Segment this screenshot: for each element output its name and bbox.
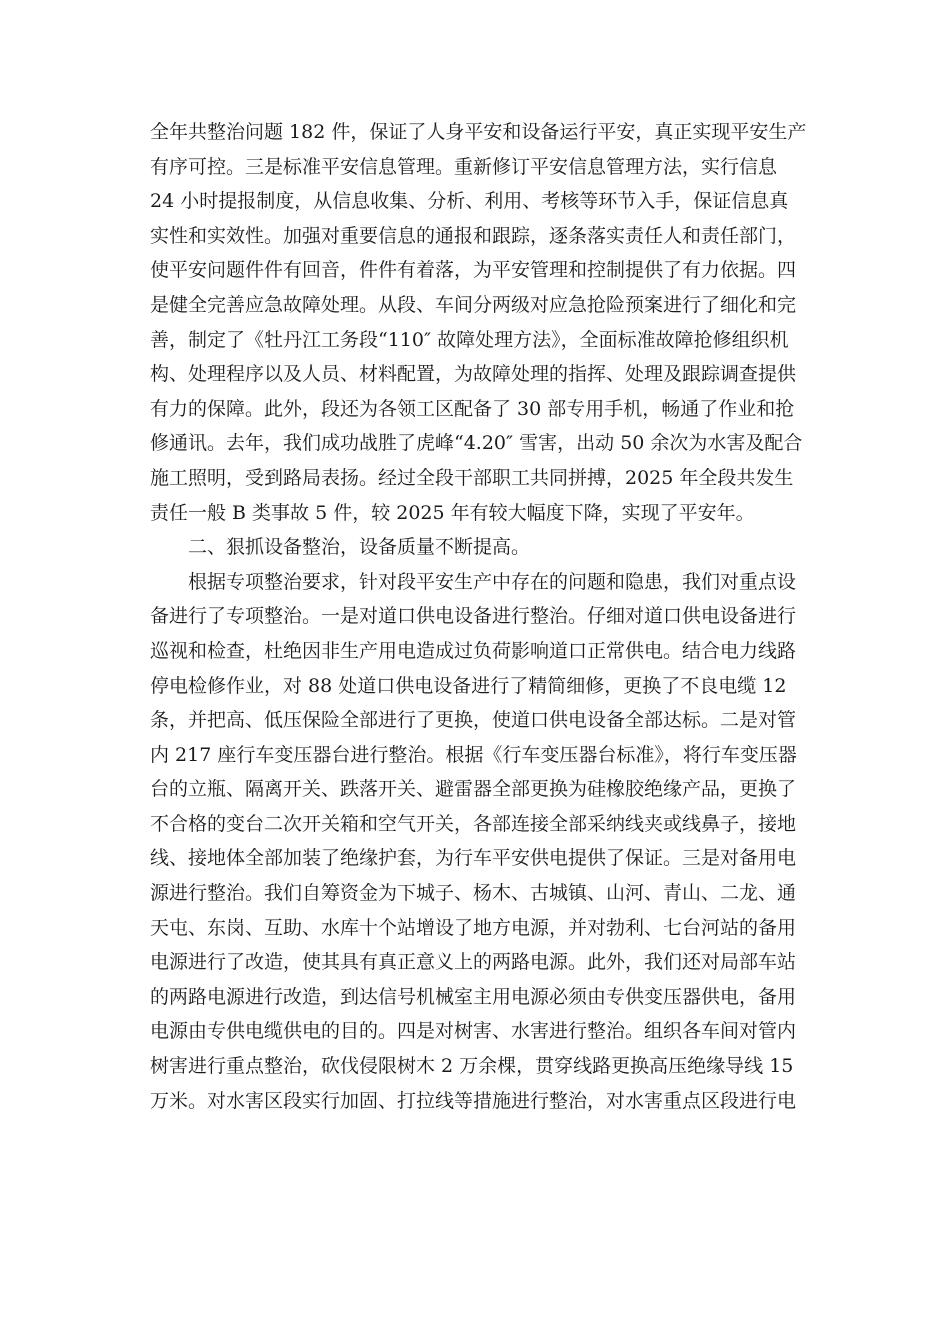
text-line: 施工照明，受到路局表扬。经过全段干部职工共同拼搏，2025 年全段共发生 — [150, 466, 794, 489]
text-line: 的两路电源进行改造，到达信号机械室主用电源必须由专供变压器供电，备用 — [150, 985, 797, 1008]
text-line: 条，并把高、低压保险全部进行了更换，使道口供电设备全部达标。二是对管 — [150, 709, 797, 732]
text-line: 线、接地体全部加装了绝缘护套，为行车平安供电提供了保证。三是对备用电 — [150, 847, 797, 870]
text-line: 全年共整治问题 182 件，保证了人身平安和设备运行平安，真正实现平安生产 — [150, 121, 807, 143]
text-line: 使平安问题件件有回音，件件有着落，为平安管理和控制提供了有力依据。四 — [150, 259, 797, 282]
text-line: 天屯、东岗、互助、水库十个站增设了地方电源，并对勃利、七台河站的备用 — [150, 916, 797, 939]
text-line: 备进行了专项整治。一是对道口供电设备进行整治。仔细对道口供电设备进行 — [150, 605, 797, 628]
text-line: 责任一般 B 类事故 5 件，较 2025 年有较大幅度下降，实现了平安年。 — [150, 501, 755, 524]
text-line: 停电检修作业，对 88 处道口供电设备进行了精简细修，更换了不良电缆 12 — [150, 674, 787, 697]
text-line: 源进行整治。我们自筹资金为下城子、杨木、古城镇、山河、青山、二龙、通 — [150, 882, 797, 905]
text-line: 巡视和检查，杜绝因非生产用电造成过负荷影响道口正常供电。结合电力线路 — [150, 639, 797, 662]
text-line: 修通讯。去年，我们成功战胜了虎峰“4.20″ 雪害，出动 50 余次为水害及配合 — [150, 432, 803, 455]
text-line: 不合格的变台二次开关箱和空气开关，各部连接全部采纳线夹或线鼻子，接地 — [150, 812, 797, 835]
text-line: 根据专项整治要求，针对段平安生产中存在的问题和隐患，我们对重点设 — [188, 570, 797, 593]
body-text — [150, 115, 810, 1118]
text-line: 电源进行了改造，使其具有真正意义上的两路电源。此外，我们还对局部车站 — [150, 951, 797, 974]
text-line: 有序可控。三是标准平安信息管理。重新修订平安信息管理方法，实行信息 — [150, 155, 778, 178]
text-line: 电源由专供电缆供电的目的。四是对树害、水害进行整治。组织各车间对管内 — [150, 1020, 797, 1043]
text-line: 是健全完善应急故障处理。从段、车间分两级对应急抢险预案进行了细化和完 — [150, 293, 797, 316]
text-line: 善，制定了《牡丹江工务段“110″ 故障处理方法》，全面标准故障抢修组织机 — [150, 328, 789, 351]
text-line: 内 217 座行车变压器台进行整治。根据《行车变压器台标准》，将行车变压器 — [150, 743, 797, 766]
text-line: 有力的保障。此外，段还为各领工区配备了 30 部专用手机，畅通了作业和抢 — [150, 397, 795, 420]
text-line: 实性和实效性。加强对重要信息的通报和跟踪，逐条落实责任人和责任部门， — [150, 224, 797, 247]
text-line: 24 小时提报制度，从信息收集、分析、利用、考核等环节入手，保证信息真 — [150, 190, 789, 213]
text-line: 万米。对水害区段实行加固、打拉线等措施进行整治，对水害重点区段进行电 — [150, 1089, 797, 1112]
text-line: 构、处理程序以及人员、材料配置，为故障处理的指挥、处理及跟踪调查提供 — [150, 363, 797, 386]
text-line: 台的立瓶、隔离开关、跌落开关、避雷器全部更换为硅橡胶绝缘产品，更换了 — [150, 778, 797, 801]
text-line: 二、狠抓设备整治，设备质量不断提高。 — [188, 536, 531, 559]
text-line: 树害进行重点整治，砍伐侵限树木 2 万余棵，贯穿线路更换高压绝缘导线 15 — [150, 1055, 794, 1078]
